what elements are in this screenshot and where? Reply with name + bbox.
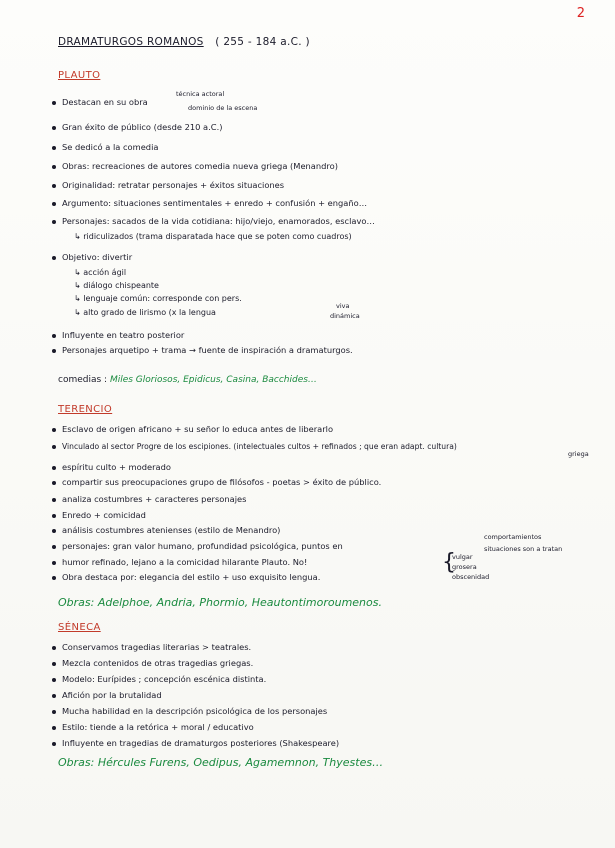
list-item: compartir sus preocupaciones grupo de filósofos - poetas > éxito de público. bbox=[52, 477, 381, 488]
obras-label: Obras: bbox=[58, 596, 95, 609]
section-heading-plauto: PLAUTO bbox=[58, 70, 101, 81]
title-dates: ( 255 - 184 a.C. ) bbox=[215, 36, 310, 48]
terencio-obras-line bbox=[58, 596, 382, 609]
section-heading-seneca: SÉNECA bbox=[58, 622, 101, 633]
list-item: Esclavo de origen africano + su señor lo educa antes de liberarlo bbox=[52, 424, 333, 435]
sub-item: ↳ acción ágil bbox=[74, 268, 127, 277]
list-item: Influyente en tragedias de dramaturgos posteriores (Shakespeare) bbox=[52, 738, 339, 749]
list-item: Influyente en teatro posterior bbox=[52, 330, 184, 341]
note-obscenidad: obscenidad bbox=[452, 573, 490, 581]
list-item: Obras: recreaciones de autores comedia nueva griega (Menandro) bbox=[52, 161, 338, 172]
note-dinamica: dinámica bbox=[330, 312, 360, 320]
note-grosera: grosera bbox=[452, 563, 477, 571]
list-item: Objetivo: divertir bbox=[52, 252, 132, 263]
comedias-label: comedias : bbox=[58, 375, 108, 385]
brace-icon: { bbox=[442, 550, 456, 575]
note-situaciones: situaciones son a tratan bbox=[484, 545, 563, 553]
page-number: 2 bbox=[576, 6, 585, 21]
list-item: Personajes arquetipo + trama → fuente de inspiración a dramaturgos. bbox=[52, 345, 353, 356]
note-griega: griega bbox=[568, 450, 589, 458]
seneca-obras-line bbox=[58, 756, 383, 769]
list-item: Afición por la brutalidad bbox=[52, 690, 162, 701]
list-item: Mezcla contenidos de otras tragedias griegas. bbox=[52, 658, 253, 669]
note-tecnica: técnica actoral bbox=[176, 90, 225, 98]
list-item: análisis costumbres atenienses (estilo de Menandro) bbox=[52, 525, 280, 536]
list-item: Argumento: situaciones sentimentales + enredo + confusión + engaño… bbox=[52, 198, 367, 209]
list-item: Se dedicó a la comedia bbox=[52, 142, 158, 153]
note-dominio: dominio de la escena bbox=[188, 104, 258, 112]
section-heading-terencio: TERENCIO bbox=[58, 404, 113, 415]
obras-list: Adelphoe, Andria, Phormio, Heautontimoroumenos. bbox=[97, 596, 382, 609]
list-item: Vinculado al sector Progre de los escipiones. (intelectuales cultos + refinados ; que eran adapt. cultura) bbox=[52, 441, 457, 452]
list-item: Gran éxito de público (desde 210 a.C.) bbox=[52, 122, 222, 133]
obras-list: Hércules Furens, Oedipus, Agamemnon, Thyestes… bbox=[97, 756, 384, 769]
page-title bbox=[58, 36, 310, 48]
list-item: Originalidad: retratar personajes + éxitos situaciones bbox=[52, 180, 284, 191]
list-item: espíritu culto + moderado bbox=[52, 462, 171, 473]
sub-item: ↳ alto grado de lirismo (x la lengua bbox=[74, 308, 216, 317]
list-item: humor refinado, lejano a la comicidad hilarante Plauto. No! bbox=[52, 557, 307, 568]
comedias-list: Miles Gloriosos, Epidicus, Casina, Bacchides… bbox=[109, 375, 317, 385]
note-viva: viva bbox=[336, 302, 350, 310]
list-item: Personajes: sacados de la vida cotidiana: hijo/viejo, enamorados, esclavo… bbox=[52, 216, 375, 227]
note-comportamientos: comportamientos bbox=[484, 533, 542, 541]
note-vulgar: vulgar bbox=[452, 553, 473, 561]
list-item: Mucha habilidad en la descripción psicológica de los personajes bbox=[52, 706, 327, 717]
list-item: personajes: gran valor humano, profundidad psicológica, puntos en bbox=[52, 541, 343, 552]
list-item: Destacan en su obra bbox=[52, 97, 148, 108]
list-item: Modelo: Eurípides ; concepción escénica distinta. bbox=[52, 674, 266, 685]
sub-item: ↳ ridiculizados (trama disparatada hace que se poten como cuadros) bbox=[74, 232, 352, 241]
list-item: Estilo: tiende a la retórica + moral / educativo bbox=[52, 722, 254, 733]
comedias-line bbox=[58, 375, 317, 385]
list-item: Conservamos tragedias literarias > teatrales. bbox=[52, 642, 251, 653]
list-item: Enredo + comicidad bbox=[52, 510, 146, 521]
sub-item: ↳ diálogo chispeante bbox=[74, 281, 159, 290]
sub-item: ↳ lenguaje común: corresponde con pers. bbox=[74, 294, 242, 303]
title-main: DRAMATURGOS ROMANOS bbox=[58, 36, 204, 48]
list-item: Obra destaca por: elegancia del estilo + uso exquisito lengua. bbox=[52, 572, 320, 583]
list-item: analiza costumbres + caracteres personajes bbox=[52, 494, 246, 505]
obras-label: Obras: bbox=[58, 756, 95, 769]
